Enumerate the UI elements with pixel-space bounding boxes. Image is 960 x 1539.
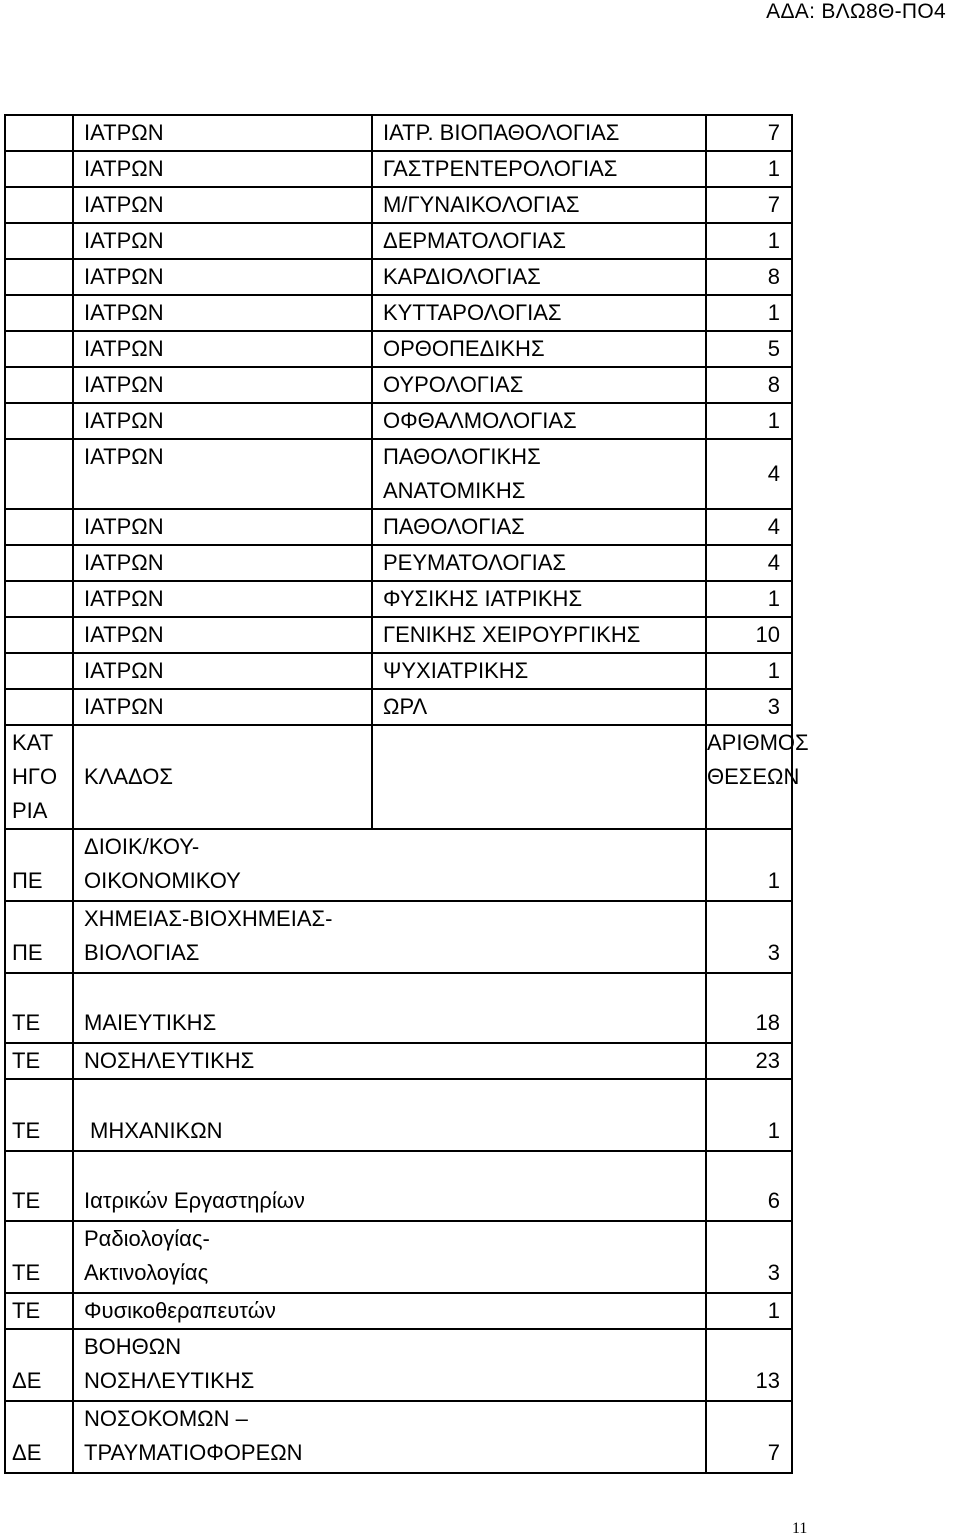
branch-line-2: ΟΙΚΟΝΟΜΙΚΟΥ — [84, 868, 241, 893]
count-cell: 7 — [706, 115, 792, 151]
count-cell: 6 — [706, 1151, 792, 1221]
positions-header-line-1: ΑΡΙΘΜΟΣ — [707, 730, 809, 755]
count-cell: 1 — [706, 223, 792, 259]
specialty-cell: ΙΑΤΡ. ΒΙΟΠΑΘΟΛΟΓΙΑΣ — [372, 115, 706, 151]
category-cell: ΠΕ — [5, 829, 73, 901]
branch-line-2: Ακτινολογίας — [84, 1260, 209, 1285]
specialty-cell: ΓΕΝΙΚΗΣ ΧΕΙΡΟΥΡΓΙΚΗΣ — [372, 617, 706, 653]
count-cell: 1 — [706, 403, 792, 439]
specialty-line-1: ΠΑΘΟΛΟΓΙΚΗΣ — [383, 444, 541, 469]
category-cell — [5, 259, 73, 295]
category-cell — [5, 115, 73, 151]
specialty-cell: ΩΡΛ — [372, 689, 706, 725]
category-cell: ΤΕ — [5, 973, 73, 1043]
branch-line-2: ΝΟΣΗΛΕΥΤΙΚΗΣ — [84, 1368, 255, 1393]
branch-cell — [73, 829, 706, 901]
count-cell: 13 — [706, 1329, 792, 1401]
category-cell: ΠΕ — [5, 901, 73, 973]
branch-cell: ΙΑΤΡΩΝ — [73, 331, 372, 367]
branch-line-1: ΧΗΜΕΙΑΣ-ΒΙΟΧΗΜΕΙΑΣ- — [84, 906, 333, 931]
branch-cell — [73, 901, 706, 973]
empty-header-cell — [372, 725, 706, 829]
count-cell: 1 — [706, 653, 792, 689]
table-row — [5, 1401, 792, 1473]
category-cell: ΤΕ — [5, 1079, 73, 1151]
category-cell — [5, 403, 73, 439]
table-row — [5, 1293, 792, 1329]
category-cell — [5, 331, 73, 367]
positions-header-line-2: ΘΕΣΕΩΝ — [707, 764, 800, 789]
specialty-cell: ΨΥΧΙΑΤΡΙΚΗΣ — [372, 653, 706, 689]
count-cell: 1 — [706, 295, 792, 331]
count-cell: 18 — [706, 973, 792, 1043]
count-cell: 8 — [706, 259, 792, 295]
category-cell — [5, 689, 73, 725]
category-cell — [5, 439, 73, 509]
branch-cell — [73, 1401, 706, 1473]
category-cell — [5, 617, 73, 653]
category-cell — [5, 581, 73, 617]
count-cell: 3 — [706, 689, 792, 725]
specialty-cell: ΡΕΥΜΑΤΟΛΟΓΙΑΣ — [372, 545, 706, 581]
category-cell — [5, 223, 73, 259]
table-row — [5, 115, 792, 151]
branch-cell: ΙΑΤΡΩΝ — [73, 653, 372, 689]
category-cell: ΔΕ — [5, 1401, 73, 1473]
branch-cell: Φυσικοθεραπευτών — [73, 1293, 706, 1329]
count-cell: 7 — [706, 187, 792, 223]
category-cell — [5, 367, 73, 403]
count-cell: 3 — [706, 1221, 792, 1293]
table-row — [5, 653, 792, 689]
table-row — [5, 1221, 792, 1293]
table-row — [5, 901, 792, 973]
branch-cell — [73, 1221, 706, 1293]
count-cell: 3 — [706, 901, 792, 973]
branch-cell: ΙΑΤΡΩΝ — [73, 367, 372, 403]
table-row — [5, 829, 792, 901]
category-cell: ΔΕ — [5, 1329, 73, 1401]
table-row — [5, 973, 792, 1043]
branch-line-1: ΒΟΗΘΩΝ — [84, 1334, 182, 1359]
table-row — [5, 581, 792, 617]
category-cell: ΤΕ — [5, 1221, 73, 1293]
table-row — [5, 223, 792, 259]
table-row — [5, 1079, 792, 1151]
table-row — [5, 259, 792, 295]
table-row — [5, 331, 792, 367]
specialty-cell: ΟΡΘΟΠΕΔΙΚΗΣ — [372, 331, 706, 367]
branch-cell: ΙΑΤΡΩΝ — [73, 689, 372, 725]
table-row — [5, 295, 792, 331]
count-cell: 5 — [706, 331, 792, 367]
count-cell: 1 — [706, 1293, 792, 1329]
header-row — [5, 725, 792, 829]
table-row — [5, 151, 792, 187]
table-row — [5, 1151, 792, 1221]
branch-cell: ΜΗΧΑΝΙΚΩΝ — [73, 1079, 706, 1151]
page-number: 11 — [792, 1520, 808, 1537]
category-cell — [5, 187, 73, 223]
category-header-line-1: ΚΑΤ — [12, 730, 54, 755]
count-cell: 1 — [706, 151, 792, 187]
category-cell — [5, 151, 73, 187]
specialty-line-2: ΑΝΑΤΟΜΙΚΗΣ — [383, 478, 526, 503]
branch-cell: ΙΑΤΡΩΝ — [73, 617, 372, 653]
branch-cell: ΝΟΣΗΛΕΥΤΙΚΗΣ — [73, 1043, 706, 1079]
count-cell: 8 — [706, 367, 792, 403]
branch-cell: Ιατρικών Εργαστηρίων — [73, 1151, 706, 1221]
branch-line-2: ΒΙΟΛΟΓΙΑΣ — [84, 940, 200, 965]
count-cell: 4 — [706, 545, 792, 581]
ada-code: ΑΔΑ: ΒΛΩ8Θ-ΠΟ4 — [766, 0, 946, 23]
branch-cell: ΙΑΤΡΩΝ — [73, 295, 372, 331]
category-header-line-3: ΡΙΑ — [12, 798, 48, 823]
branch-cell: ΙΑΤΡΩΝ — [73, 115, 372, 151]
branch-line-2: ΤΡΑΥΜΑΤΙΟΦΟΡΕΩΝ — [84, 1440, 303, 1465]
category-cell: ΤΕ — [5, 1043, 73, 1079]
branch-cell: ΙΑΤΡΩΝ — [73, 187, 372, 223]
specialty-cell: ΓΑΣΤΡΕΝΤΕΡΟΛΟΓΙΑΣ — [372, 151, 706, 187]
branch-cell: ΜΑΙΕΥΤΙΚΗΣ — [73, 973, 706, 1043]
branch-cell: ΙΑΤΡΩΝ — [73, 403, 372, 439]
positions-header — [706, 725, 809, 829]
branch-cell: ΙΑΤΡΩΝ — [73, 545, 372, 581]
count-cell: 10 — [706, 617, 792, 653]
count-cell: 7 — [706, 1401, 792, 1473]
category-header — [5, 725, 73, 829]
table-row — [5, 689, 792, 725]
specialty-cell: ΚΑΡΔΙΟΛΟΓΙΑΣ — [372, 259, 706, 295]
count-cell: 1 — [706, 1079, 792, 1151]
branch-line-1: Ραδιολογίας- — [84, 1226, 210, 1251]
branch-cell — [73, 1329, 706, 1401]
branch-header: ΚΛΑΔΟΣ — [73, 725, 372, 829]
specialty-cell: ΚΥΤΤΑΡΟΛΟΓΙΑΣ — [372, 295, 706, 331]
category-cell — [5, 545, 73, 581]
positions-table — [4, 114, 809, 1474]
branch-cell: ΙΑΤΡΩΝ — [73, 581, 372, 617]
table-row — [5, 617, 792, 653]
table-row — [5, 439, 792, 509]
table-row — [5, 1329, 792, 1401]
table-row — [5, 545, 792, 581]
branch-line-1: ΔΙΟΙΚ/ΚΟΥ- — [84, 834, 200, 859]
specialty-cell: ΟΦΘΑΛΜΟΛΟΓΙΑΣ — [372, 403, 706, 439]
category-cell — [5, 653, 73, 689]
branch-cell: ΙΑΤΡΩΝ — [73, 509, 372, 545]
branch-cell: ΙΑΤΡΩΝ — [73, 439, 372, 509]
specialty-cell — [372, 439, 706, 509]
category-cell — [5, 509, 73, 545]
specialty-cell: ΟΥΡΟΛΟΓΙΑΣ — [372, 367, 706, 403]
branch-cell: ΙΑΤΡΩΝ — [73, 259, 372, 295]
table-row — [5, 1043, 792, 1079]
table-row — [5, 403, 792, 439]
count-cell: 1 — [706, 581, 792, 617]
count-cell: 1 — [706, 829, 792, 901]
count-cell: 4 — [706, 509, 792, 545]
specialty-cell: Μ/ΓΥΝΑΙΚΟΛΟΓΙΑΣ — [372, 187, 706, 223]
specialty-cell: ΦΥΣΙΚΗΣ ΙΑΤΡΙΚΗΣ — [372, 581, 706, 617]
specialty-cell: ΔΕΡΜΑΤΟΛΟΓΙΑΣ — [372, 223, 706, 259]
branch-line-1: ΝΟΣΟΚΟΜΩΝ – — [84, 1406, 248, 1431]
branch-cell: ΙΑΤΡΩΝ — [73, 223, 372, 259]
table-row — [5, 509, 792, 545]
category-cell: ΤΕ — [5, 1293, 73, 1329]
category-cell — [5, 295, 73, 331]
branch-cell: ΙΑΤΡΩΝ — [73, 151, 372, 187]
count-cell: 23 — [706, 1043, 792, 1079]
category-cell: ΤΕ — [5, 1151, 73, 1221]
count-cell: 4 — [706, 439, 792, 509]
category-header-line-2: ΗΓΟ — [12, 764, 58, 789]
table-row — [5, 187, 792, 223]
specialty-cell: ΠΑΘΟΛΟΓΙΑΣ — [372, 509, 706, 545]
table-row — [5, 367, 792, 403]
